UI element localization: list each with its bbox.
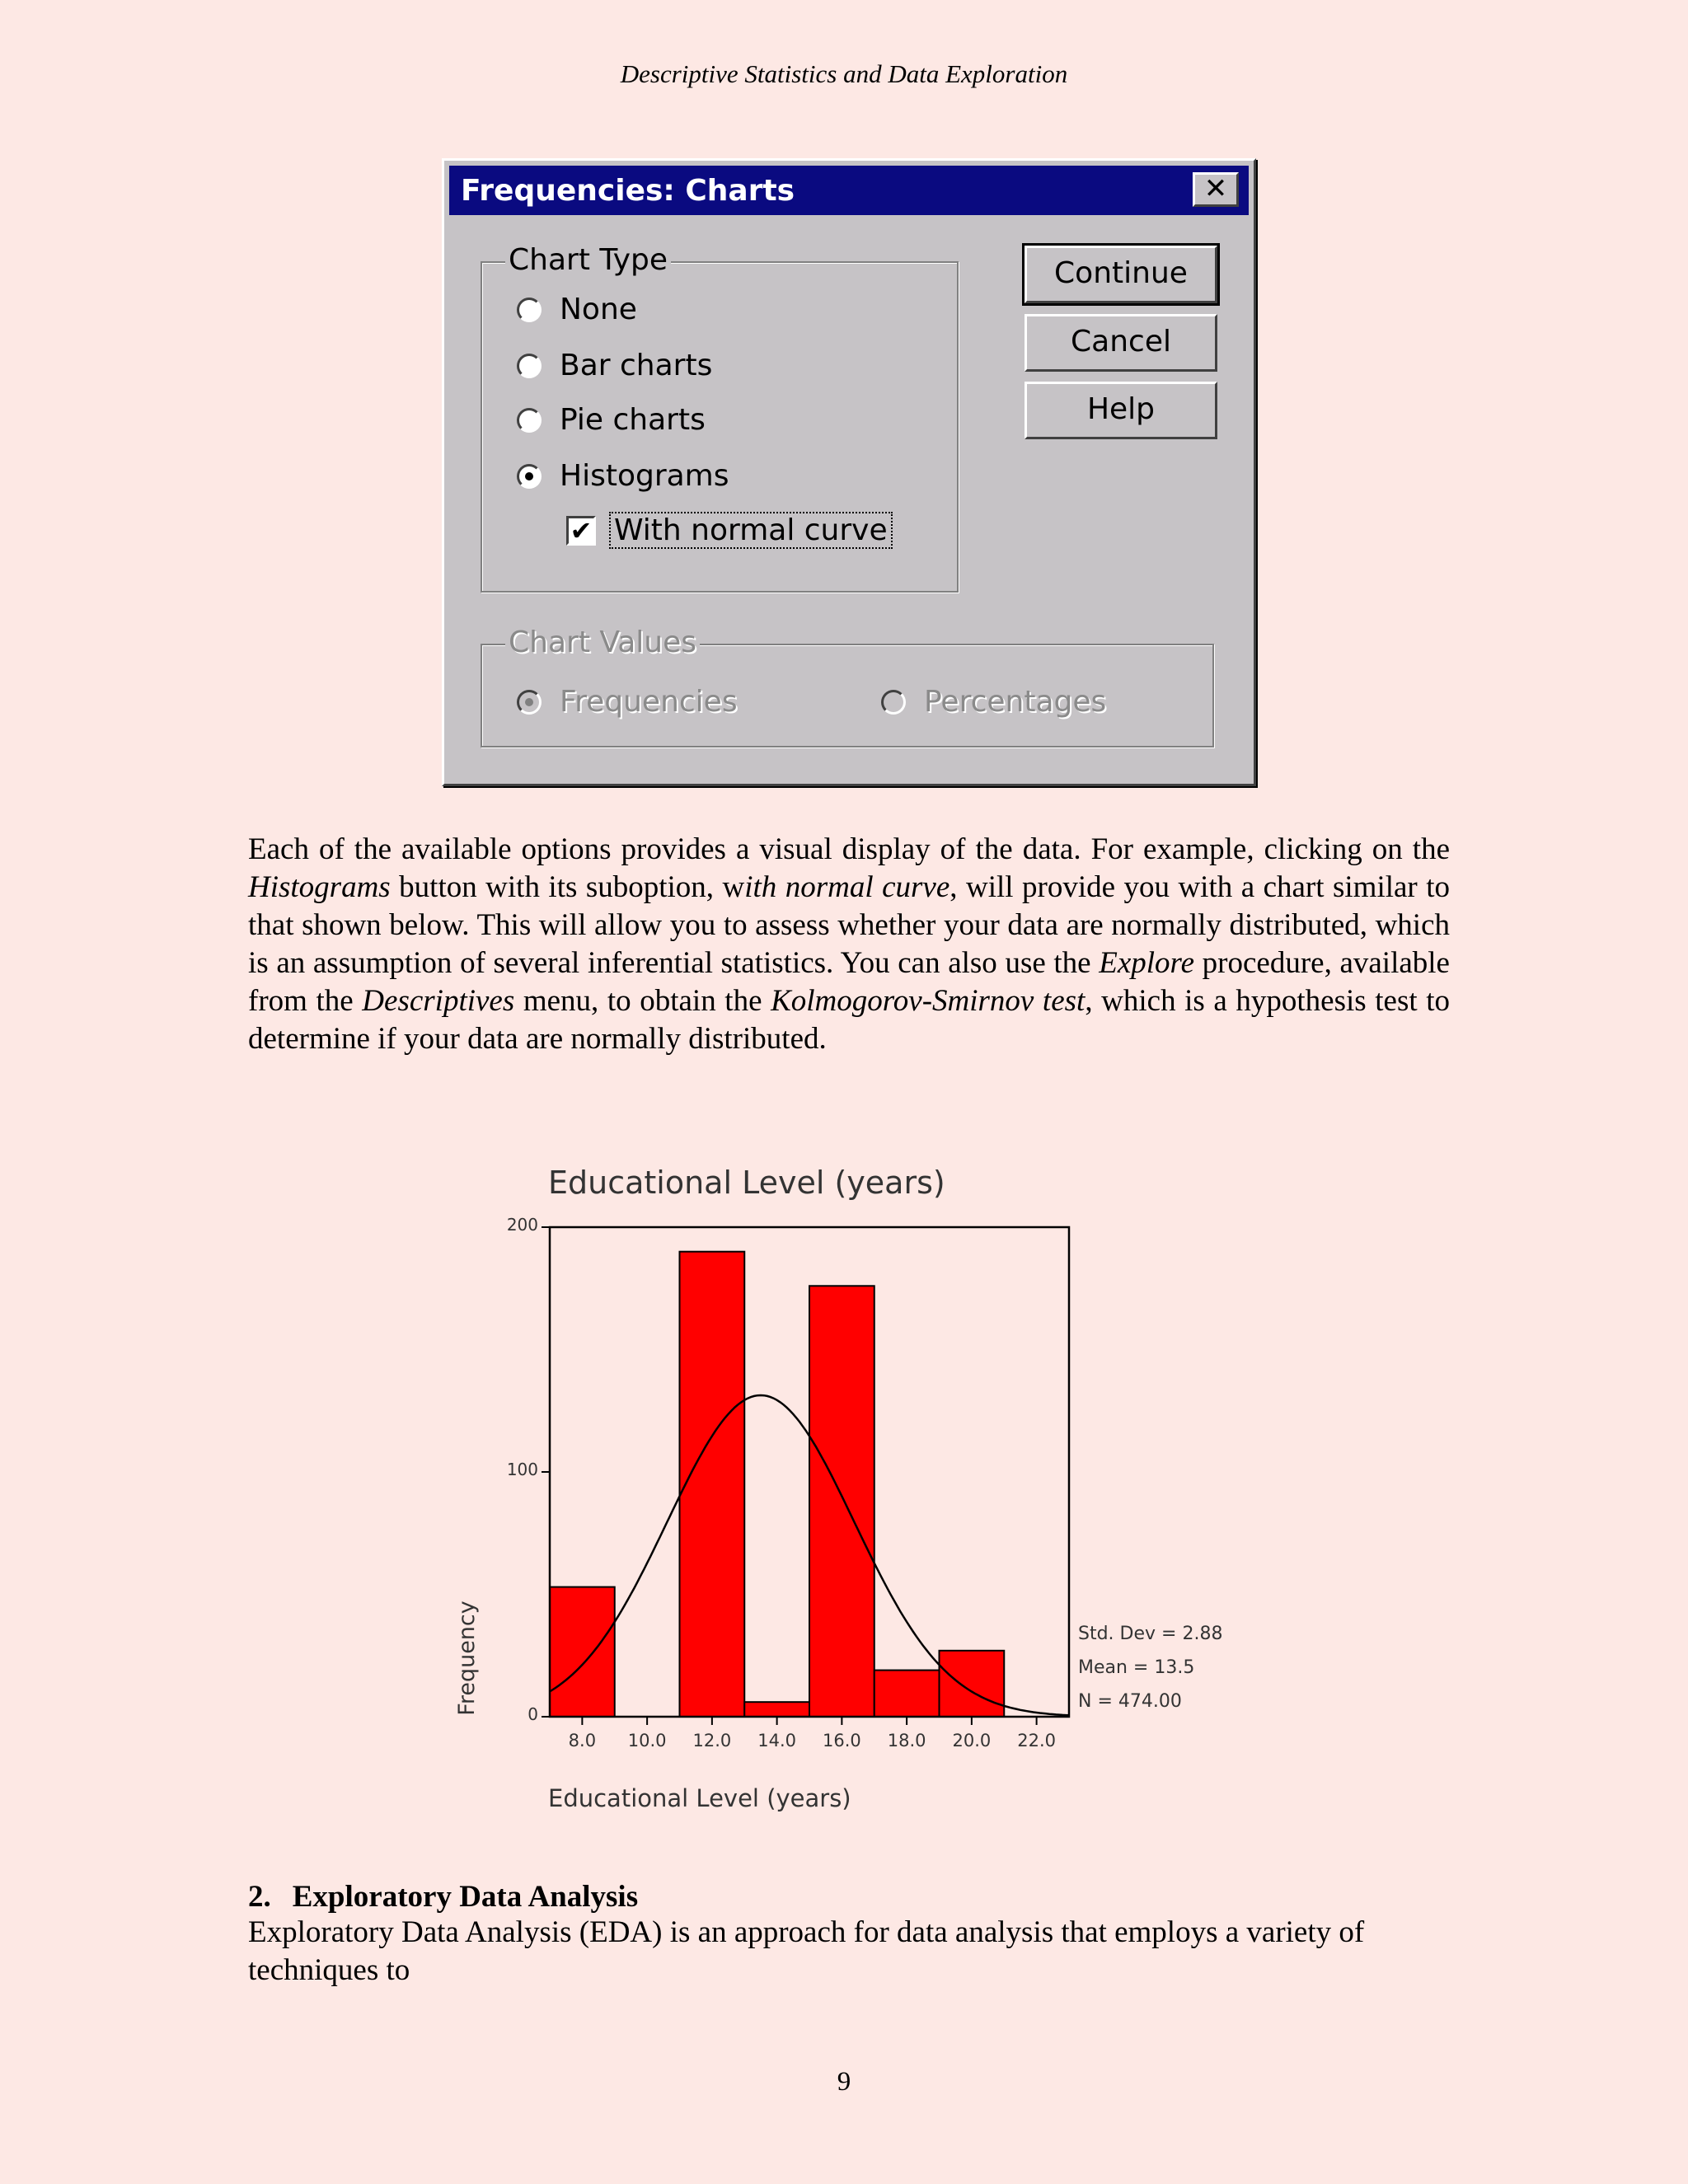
dialog-title: Frequencies: Charts	[461, 174, 795, 208]
paragraph-emphasis: Descriptives	[362, 984, 515, 1018]
checkbox-with-normal-curve[interactable]	[566, 513, 891, 547]
chart-type-group	[481, 243, 959, 593]
page-number: 9	[837, 2067, 851, 2097]
checkbox-normal-curve-box[interactable]: ✔	[566, 516, 596, 546]
paragraph-emphasis: Histograms	[248, 870, 391, 904]
radio-frequencies-circle[interactable]	[517, 690, 542, 715]
x-tick-label: 20.0	[952, 1731, 992, 1750]
radio-bar-charts-circle[interactable]	[517, 354, 542, 378]
chart-type-legend: Chart Type	[505, 243, 671, 278]
radio-none-circle[interactable]	[517, 298, 542, 322]
help-button[interactable]: Help	[1025, 382, 1217, 439]
dialog-titlebar	[449, 166, 1249, 215]
radio-pie-charts[interactable]	[517, 403, 706, 437]
paragraph-text: , will provide you with a chart similar to that shown below. This will allow you to assess whether your data are normally distributed, which is an assumption of several inferential statistics. You can also use the	[248, 870, 1450, 980]
radio-frequencies[interactable]	[517, 685, 738, 719]
x-tick-label: 12.0	[692, 1731, 732, 1750]
y-tick-label: 200	[506, 1215, 538, 1235]
histogram-bar	[874, 1671, 940, 1717]
checkbox-normal-curve-label: With normal curve	[611, 513, 891, 547]
radio-none-label: None	[560, 293, 637, 326]
paragraph-text: menu, to obtain the	[514, 984, 771, 1018]
cancel-button[interactable]: Cancel	[1025, 314, 1217, 372]
histogram-bar	[940, 1651, 1005, 1717]
body-paragraph-2: Exploratory Data Analysis (EDA) is an approach for data analysis that employs a variety of techniques to	[248, 1915, 1365, 1987]
x-tick-label: 18.0	[887, 1731, 926, 1750]
x-tick-label: 8.0	[568, 1731, 597, 1750]
paragraph-text: Each of the available options provides a visual display of the data. For example, clicking on the	[248, 832, 1450, 866]
chart-title: Educational Level (years)	[548, 1165, 945, 1201]
radio-percentages-label: Percentages	[924, 685, 1107, 719]
body-paragraph-1	[248, 831, 1450, 1058]
radio-none[interactable]	[517, 293, 637, 326]
y-axis-ticks	[507, 1215, 550, 1724]
histogram-bar	[550, 1587, 615, 1717]
frequencies-charts-dialog	[442, 158, 1256, 786]
radio-bar-charts-label: Bar charts	[560, 349, 713, 382]
y-tick-label: 100	[506, 1460, 538, 1479]
radio-percentages-circle[interactable]	[881, 690, 906, 715]
radio-histograms-label: Histograms	[560, 459, 729, 493]
chart-values-legend: Chart Values	[505, 626, 700, 660]
x-tick-label: 22.0	[1017, 1731, 1057, 1750]
x-tick-label: 14.0	[757, 1731, 797, 1750]
x-axis-label: Educational Level (years)	[548, 1784, 851, 1812]
histogram-bar	[809, 1286, 874, 1717]
continue-button[interactable]: Continue	[1025, 246, 1217, 303]
histogram-bars	[550, 1252, 1004, 1717]
paragraph-emphasis: ith normal curve	[744, 870, 950, 904]
stat-mean: Mean = 13.5	[1078, 1657, 1195, 1678]
chart-values-group	[481, 626, 1214, 748]
radio-pie-charts-circle[interactable]	[517, 408, 542, 433]
radio-pie-charts-label: Pie charts	[560, 403, 706, 437]
section-title: Exploratory Data Analysis	[292, 1880, 639, 1914]
close-icon[interactable]: ✕	[1193, 172, 1239, 207]
stat-n: N = 474.00	[1078, 1691, 1182, 1712]
stat-std-dev: Std. Dev = 2.88	[1078, 1624, 1223, 1644]
running-header: Descriptive Statistics and Data Exploration	[620, 59, 1068, 88]
y-tick-label: 0	[528, 1704, 538, 1724]
section-heading	[248, 1879, 638, 1915]
radio-frequencies-label: Frequencies	[560, 685, 738, 719]
histogram-bar	[744, 1702, 809, 1717]
radio-percentages[interactable]	[881, 685, 1106, 719]
paragraph-emphasis: Kolmogorov-Smirnov test	[771, 984, 1085, 1018]
histogram-chart	[445, 1154, 1236, 1830]
radio-histograms[interactable]	[517, 459, 729, 493]
paragraph-text: procedure, available from the	[248, 946, 1450, 1018]
histogram-bar	[680, 1252, 745, 1717]
radio-histograms-circle[interactable]	[517, 464, 542, 489]
paragraph-text: button with its suboption, w	[390, 870, 745, 904]
x-axis-ticks	[569, 1717, 1056, 1750]
paragraph-emphasis: Explore	[1099, 946, 1195, 980]
y-axis-label: Frequency	[454, 1601, 480, 1716]
section-number: 2.	[248, 1880, 271, 1914]
radio-bar-charts[interactable]	[517, 349, 712, 382]
x-tick-label: 16.0	[822, 1731, 861, 1750]
x-tick-label: 10.0	[627, 1731, 667, 1750]
paragraph-text: , which is a hypothesis test to determine if your data are normally distributed.	[248, 984, 1451, 1056]
